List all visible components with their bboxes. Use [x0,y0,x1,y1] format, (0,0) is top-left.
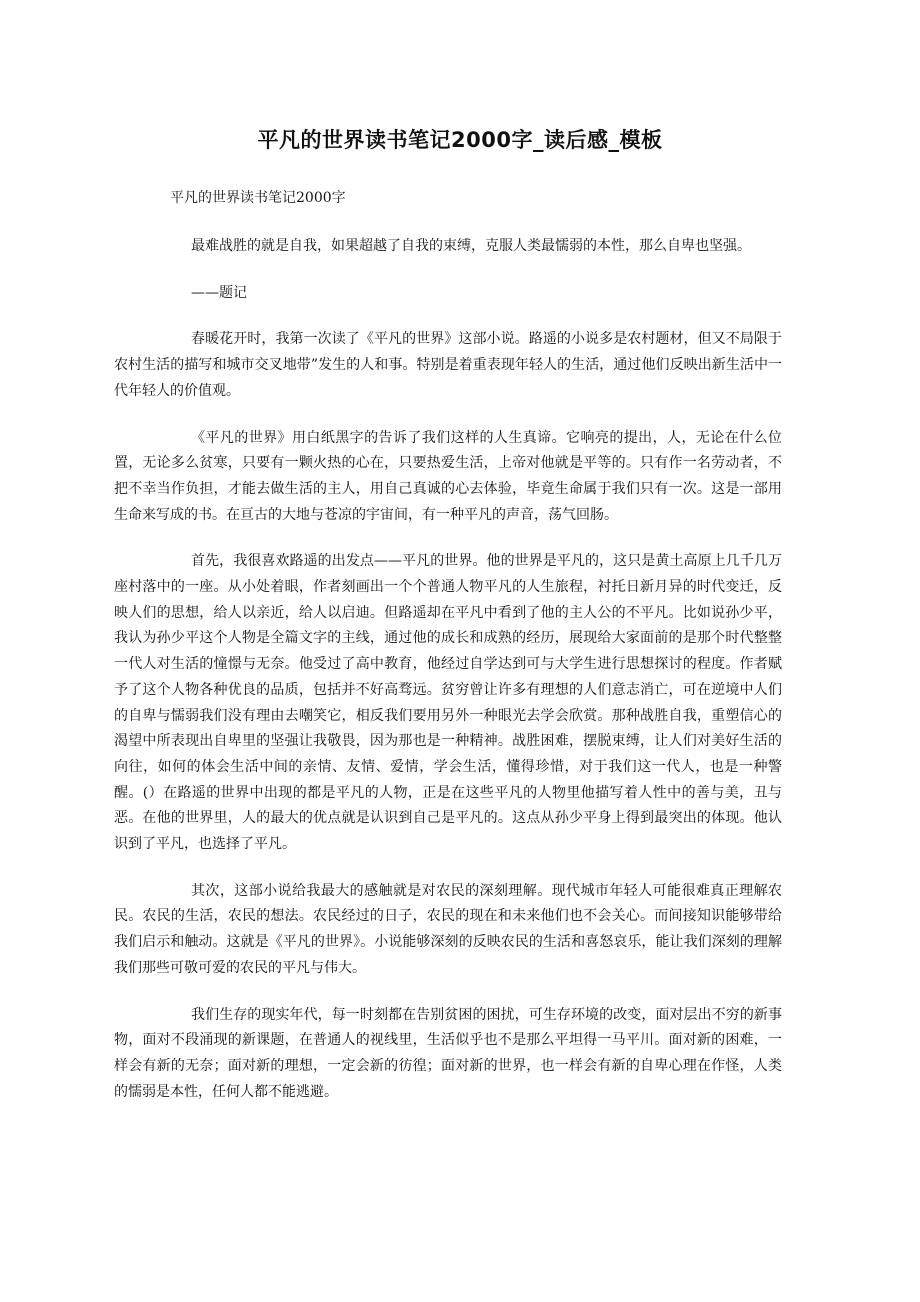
document-title: 平凡的世界读书笔记2000字_读后感_模板 [257,128,663,152]
paragraph-truth: 《平凡的世界》用白纸黑字的告诉了我们这样的人生真谛。它响亮的提出，人，无论在什么位置，无论多么贫寒，只要有一颗火热的心在，只要热爱生活，上帝对他就是平等的。只有作一名劳动者，不把不幸当作负担，才能去做生活的主人，用自己真诚的心去体验，毕竟生命属于我们只有一次。这是一部用生命来写成的书。在亘古的大地与苍凉的宇宙间，有一种平凡的声音，荡气回肠。 [114,429,782,523]
document-body [114,234,782,1126]
paragraph-intro: 春暖花开时，我第一次读了《平凡的世界》这部小说。路遥的小说多是农村题材，但又不局限于农村生活的描写和城市交叉地带”发生的人和事。特别是着重表现年轻人的生活，通过他们反映出新生活中一代年轻人的价值观。 [114,331,782,399]
paragraph-epigraph: 最难战胜的就是自我，如果超越了自我的束缚，克服人类最懦弱的本性，那么自卑也坚强。 [191,238,751,254]
paragraph-epigraph-attribution: ——题记 [191,284,247,301]
document-subtitle: 平凡的世界读书笔记2000字 [170,190,346,206]
paragraph-reality: 我们生存的现实年代，每一时刻都在告别贫困的困扰，可生存环境的改变，面对层出不穷的新事物，面对不段涌现的新课题，在普通人的视线里，生活似乎也不是那么平坦得一马平川。面对新的困难，一样会有新的无奈；面对新的理想，一定会新的彷徨；面对新的世界，也一样会有新的自卑心理在作怪，人类的懦弱是本性，任何人都不能逃避。 [114,1006,782,1100]
paragraph-first: 首先，我很喜欢路遥的出发点——平凡的世界。他的世界是平凡的，这只是黄土高原上几千几万 座村落中的一座。从小处着眼，作者刻画出一个个普通人物平凡的人生旅程，衬托日新月异的时代变迁，反映人们的思想，给人以亲近，给人以启迪。但路遥却在平凡中看到了他的主人公的不平凡。比如说孙少平，我认为孙少平这个人物是全篇文字的主线，通过他的成长和成熟的经历，展现给大家面前的是那个时代整整一代人对生活的憧憬与无奈。他受过了高中教育，他经过自学达到可与大学生进行思想探讨的程度。作者赋予了这个人物各种优良的品质，包括并不好高骛远。贫穷曾让许多有理想的人们意志消亡，可在逆境中人们的自卑与懦弱我们没有理由去嘲笑它，相反我们要用另外一种眼光去学会欣赏。那种战胜自我，重塑信心的渴望中所表现出自卑里的坚强让我敬畏，因为那也是一种精神。战胜困难，摆脱束缚，让人们对美好生活的向往，如何的体会生活中间的亲情、友情、爱情，学会生活，懂得珍惜，对于我们这一代人，也是一种警醒。(）在路遥的世界中出现的都是平凡的人物，正是在这些平凡的人物里他描写着人性中的善与美，丑与恶。在他的世界里，人的最大的优点就是认识到自己是平凡的。这点从孙少平身上得到最突出的体现。他认识到了平凡，也选择了平凡。 [114,553,782,853]
paragraph-second: 其次，这部小说给我最大的感触就是对农民的深刻理解。现代城市年轻人可能很难真正理解农民。农民的生活，农民的想法。农民经过的日子，农民的现在和未来他们也不会关心。而间接知识能够带给我们启示和触动。这就是《平凡的世界》。小说能够深刻的反映农民的生活和喜怒哀乐，能让我们深刻的理解我们那些可敬可爱的农民的平凡与伟大。 [114,882,782,976]
